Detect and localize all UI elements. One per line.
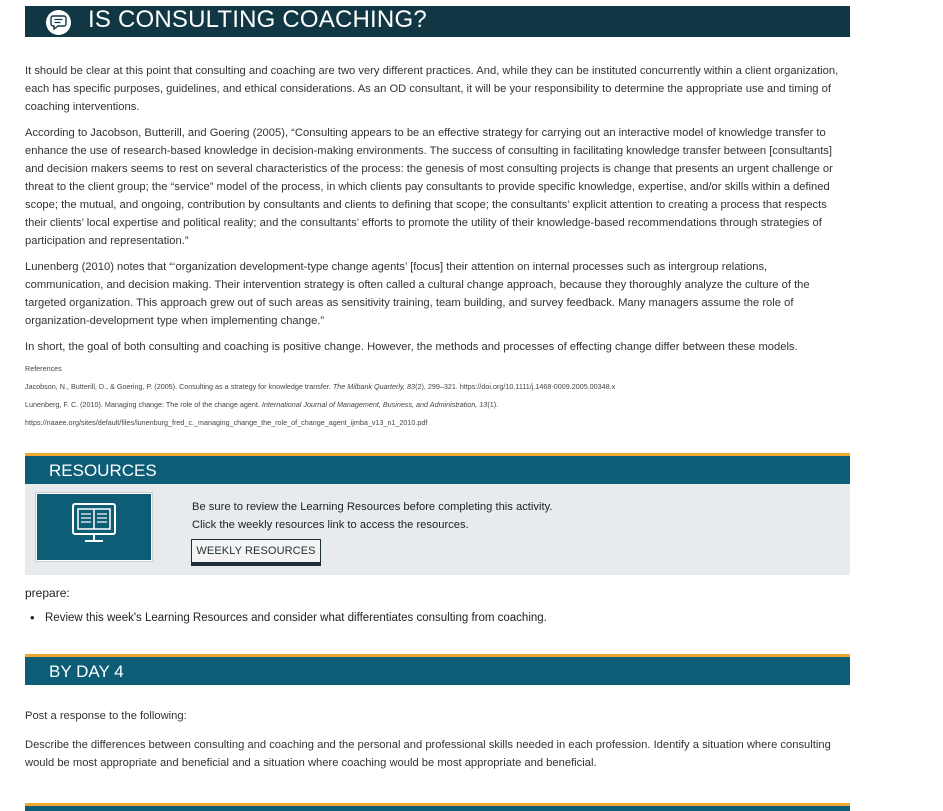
reference-link[interactable]: https://naaee.org/sites/default/files/lunenburg_fred_c._managing_change_the_role_of_change_agent_ijmba_v13_n1_2010.pdf — [25, 418, 428, 427]
resources-line-2: Click the weekly resources link to access the resources. — [192, 519, 469, 531]
reference-journal: International Journal of Management, Business, and Administration, 13 — [261, 400, 488, 409]
intro-paragraph: It should be clear at this point that consulting and coaching are two very different practices. And, while they can be instituted concurrently within a client organization, each has specific purposes, guidelines, and ethical considerations. As an OD consultant, it will be your responsibility to determine the appropriate use and timing of coaching interventions. — [25, 65, 839, 113]
jacobson-quote-paragraph: According to Jacobson, Butterill, and Goering (2005), “Consulting appears to be an effective strategy for carrying out an interactive model of knowledge transfer to enhance the use of research-based knowledge in decision-making environments. The success of consulting in facilitating knowledge transfer between [consultants] and decision makers seems to rest on several characteristics of the process: the genesis of most consulting projects is change that presents an urgent challenge or threat to the client group; the “service” model of the process, in which clients pay consultants to provide specific knowledge, expertise, and/or skills within a defined scope; the mutual, and ongoing, contribution by consultants and clients to defining that scope; the consultants’ explicit attention to creating a process that respects their clients’ local expertise and political reality; and the consultants’ efforts to promote the utility of their knowledge-based recommendations through strategies of participation and representation.” — [25, 127, 833, 247]
resources-section-header — [25, 453, 850, 484]
weekly-resources-button[interactable]: WEEKLY RESOURCES — [191, 539, 321, 566]
chat-bubble-icon — [46, 10, 71, 35]
main-content — [25, 62, 847, 436]
reference-item — [25, 382, 847, 391]
prepare-list — [25, 610, 547, 626]
page-title: IS CONSULTING COACHING? — [88, 6, 427, 33]
resources-title: RESOURCES — [49, 461, 157, 480]
references-heading: References — [25, 364, 62, 373]
post-prompt: Describe the differences between consulting and coaching and the personal and professional skills needed in each profession. Identify a situation where consulting would be most appropriate and beneficial and a situation where coaching would be most appropriate and beneficial. — [25, 739, 831, 769]
reference-journal: The Milbank Quarterly, 83 — [332, 382, 416, 391]
post-instruction: Post a response to the following: — [25, 710, 187, 722]
prepare-label: prepare: — [25, 586, 70, 600]
summary-paragraph: In short, the goal of both consulting and coaching is positive change. However, the methods and processes of effecting change differ between these models. — [25, 341, 798, 353]
reference-item — [25, 400, 847, 409]
resources-text — [192, 498, 552, 534]
reference-text: (2), 299–321. https://doi.org/10.1111/j.1468-0009.2005.00348.x — [415, 382, 616, 391]
resources-panel — [25, 484, 850, 575]
reference-text: (1). — [487, 400, 499, 409]
reference-text: Jacobson, N., Butterill, D., & Goering, P. (2005). Consulting as a strategy for knowledge transfer. — [25, 382, 333, 391]
computer-monitor-icon — [36, 493, 152, 561]
references-block — [25, 364, 847, 427]
day4-title: BY DAY 4 — [49, 662, 124, 681]
day4-section-header — [25, 654, 850, 685]
reference-text: Lunenberg, F. C. (2010). Managing change: The role of the change agent. — [25, 400, 262, 409]
next-section-header — [25, 803, 850, 811]
resources-line-1: Be sure to review the Learning Resources before completing this activity. — [192, 501, 553, 513]
list-item: • Review this week's Learning Resources and consider what differentiates consulting from coaching. — [25, 610, 547, 626]
lunenberg-quote-paragraph: Lunenberg (2010) notes that “‘organization development-type change agents’ [focus] their attention on internal processes such as intergroup relations, communication, and decision making. Their intervention strategy is often called a cultural change approach, because they thoroughly analyze the culture of the targeted organization. This approach grew out of such areas as sensitivity training, team building, and survey feedback. Many managers assume the role of organization-development type when implementing change.” — [25, 261, 810, 327]
